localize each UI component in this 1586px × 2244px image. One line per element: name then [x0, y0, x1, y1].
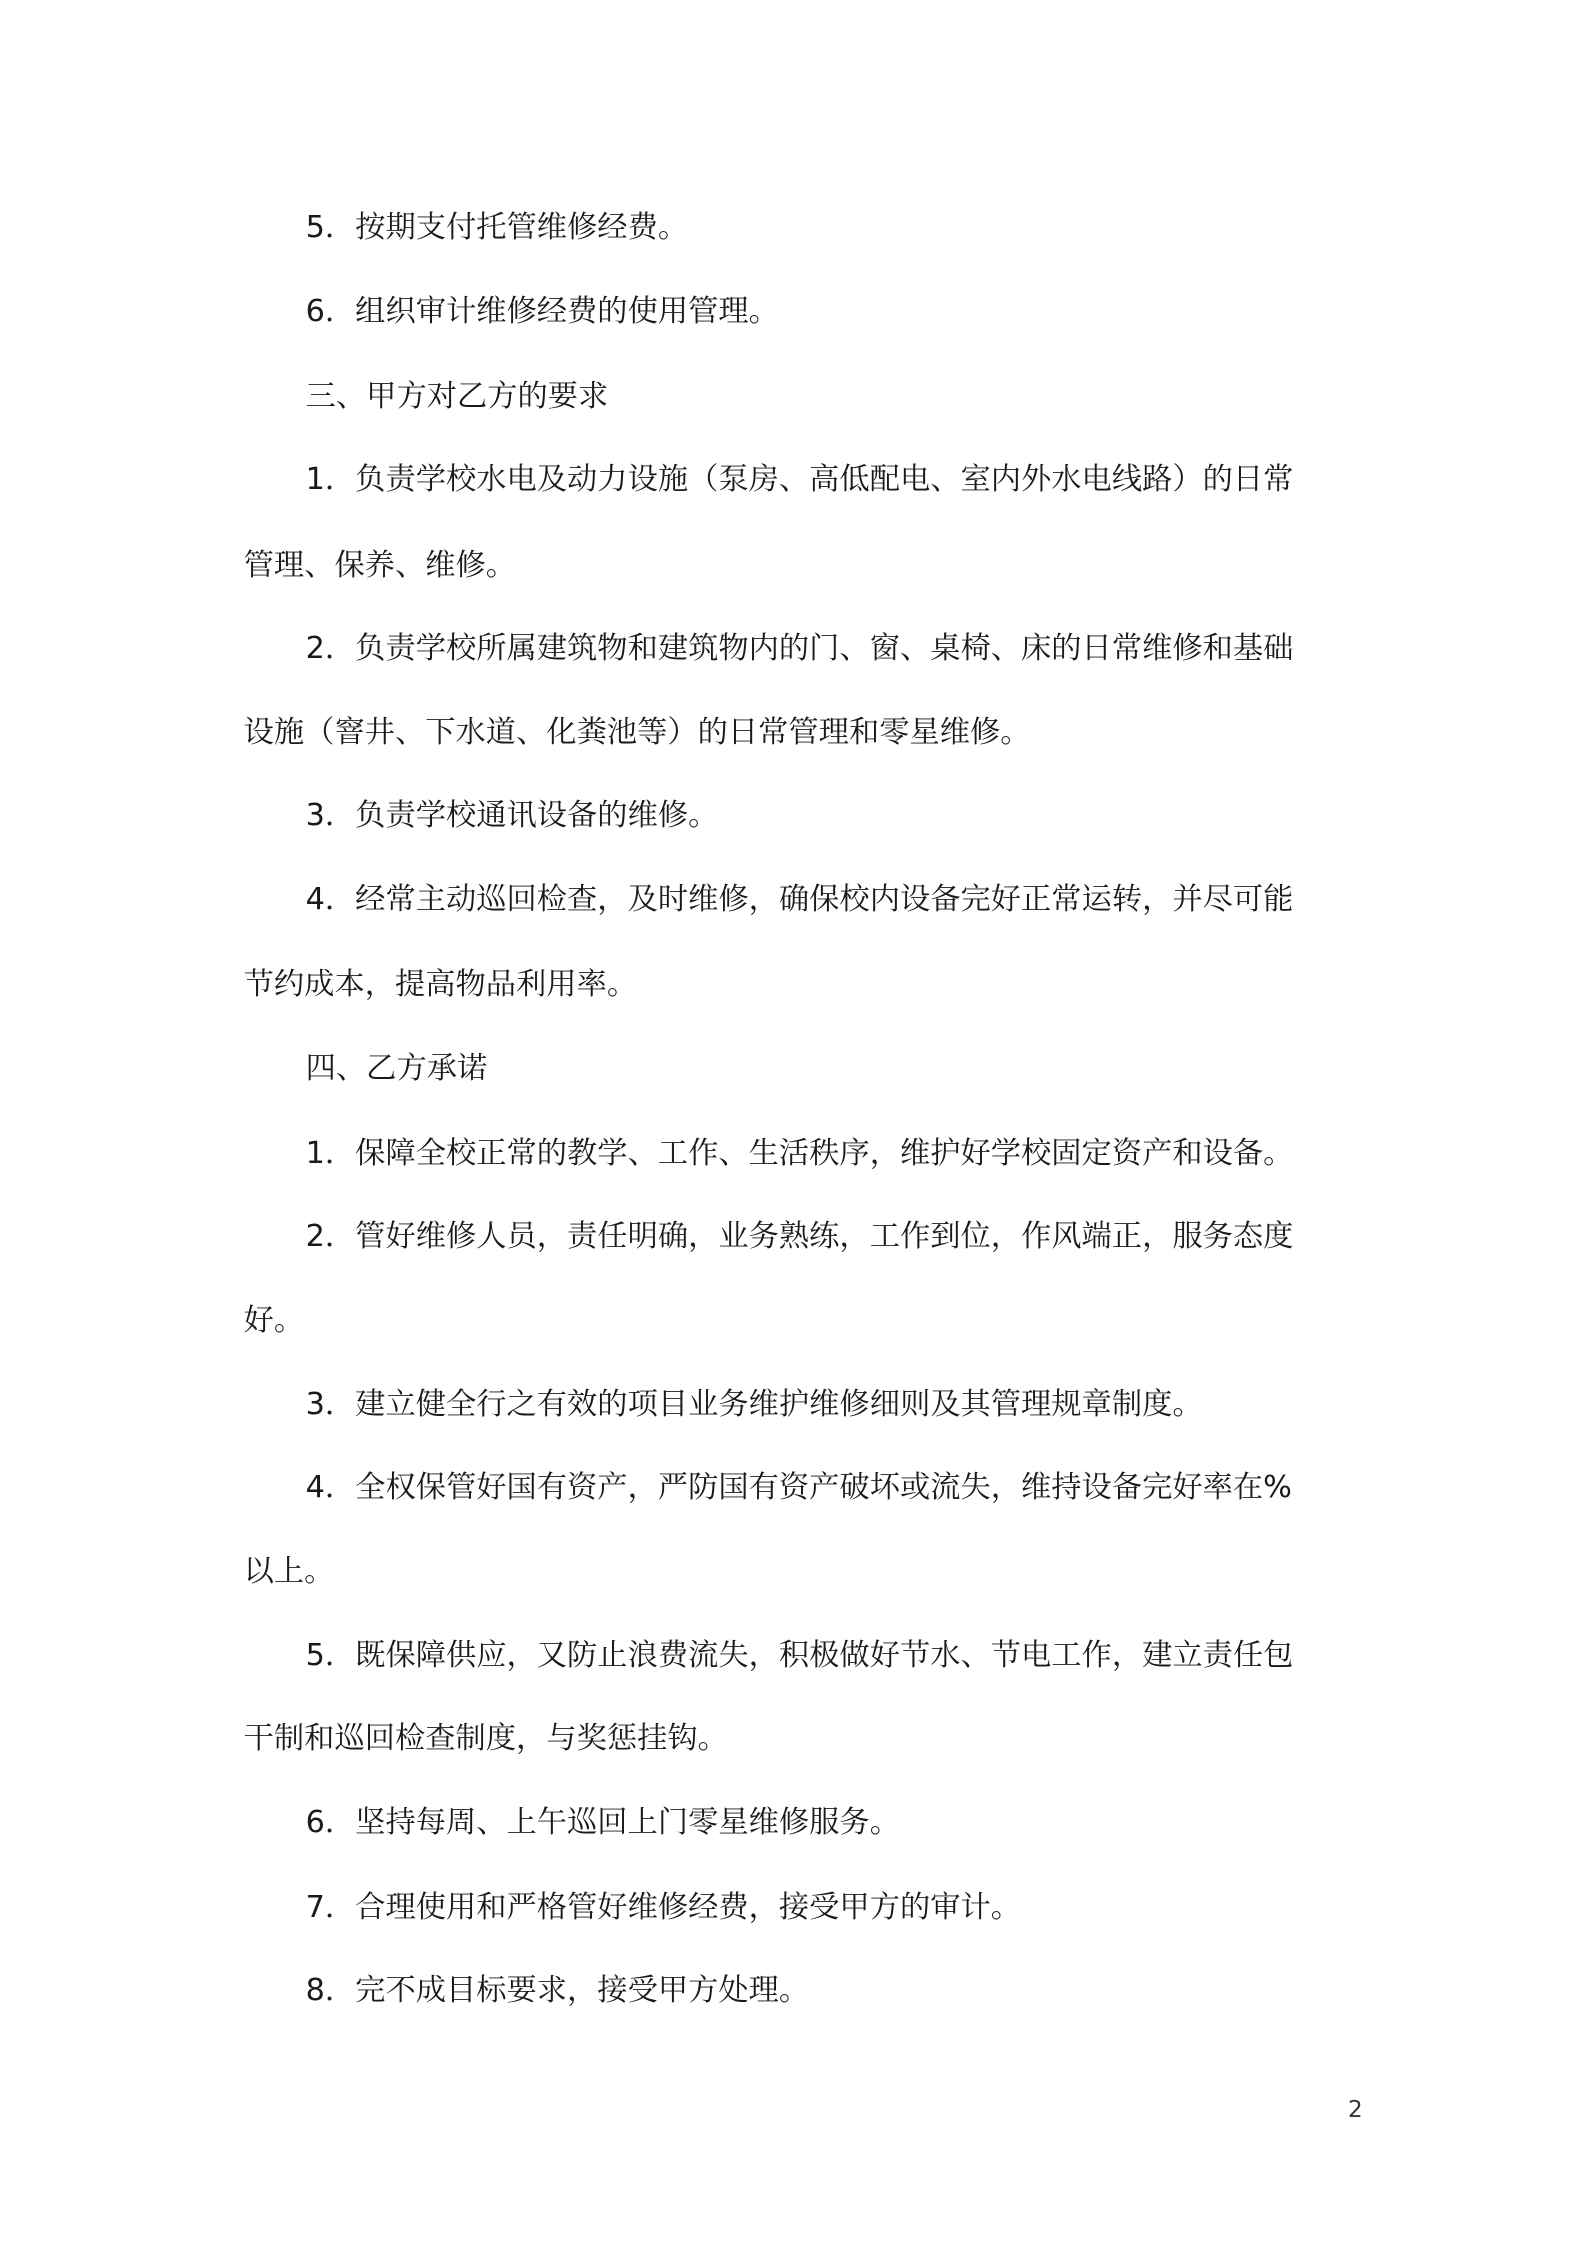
text-line: 4．全权保管好国有资产，严防国有资产破坏或流失，维持设备完好率在%: [305, 1470, 1292, 1506]
text-line: 4．经常主动巡回检查，及时维修，确保校内设备完好正常运转，并尽可能: [305, 882, 1294, 918]
text-line: 8．完不成目标要求，接受甲方处理。: [305, 1973, 810, 2009]
text-line: 1．保障全校正常的教学、工作、生活秩序，维护好学校固定资产和设备。: [305, 1135, 1294, 1171]
text-line: 3．负责学校通讯设备的维修。: [305, 798, 719, 834]
text-line: 6．坚持每周、上午巡回上门零星维修服务。: [305, 1804, 900, 1840]
text-line: 设施（窨井、下水道、化粪池等）的日常管理和零星维修。: [243, 714, 1031, 750]
text-line: 2．负责学校所属建筑物和建筑物内的门、窗、桌椅、床的日常维修和基础: [305, 631, 1294, 667]
text-line: 管理、保养、维修。: [243, 547, 517, 583]
text-line: 以上。: [243, 1553, 335, 1589]
text-line: 干制和巡回检查制度，与奖惩挂钩。: [243, 1721, 728, 1757]
section-heading: 四、乙方承诺: [305, 1050, 488, 1086]
text-line: 好。: [243, 1303, 305, 1339]
text-line: 7．合理使用和严格管好维修经费，接受甲方的审计。: [305, 1889, 1022, 1925]
text-line: 2．管好维修人员，责任明确，业务熟练，工作到位，作风端正，服务态度: [305, 1219, 1294, 1255]
text-line: 5．按期支付托管维修经费。: [305, 210, 689, 246]
text-line: 5．既保障供应，又防止浪费流失，积极做好节水、节电工作，建立责任包: [305, 1637, 1294, 1673]
section-heading: 三、甲方对乙方的要求: [305, 378, 609, 414]
text-line: 1．负责学校水电及动力设施（泵房、高低配电、室内外水电线路）的日常: [305, 462, 1294, 498]
text-line: 节约成本，提高物品利用率。: [243, 967, 638, 1003]
text-line: 3．建立健全行之有效的项目业务维护维修细则及其管理规章制度。: [305, 1386, 1203, 1422]
page-number: 2: [1347, 2097, 1363, 2124]
text-line: 6．组织审计维修经费的使用管理。: [305, 293, 779, 329]
